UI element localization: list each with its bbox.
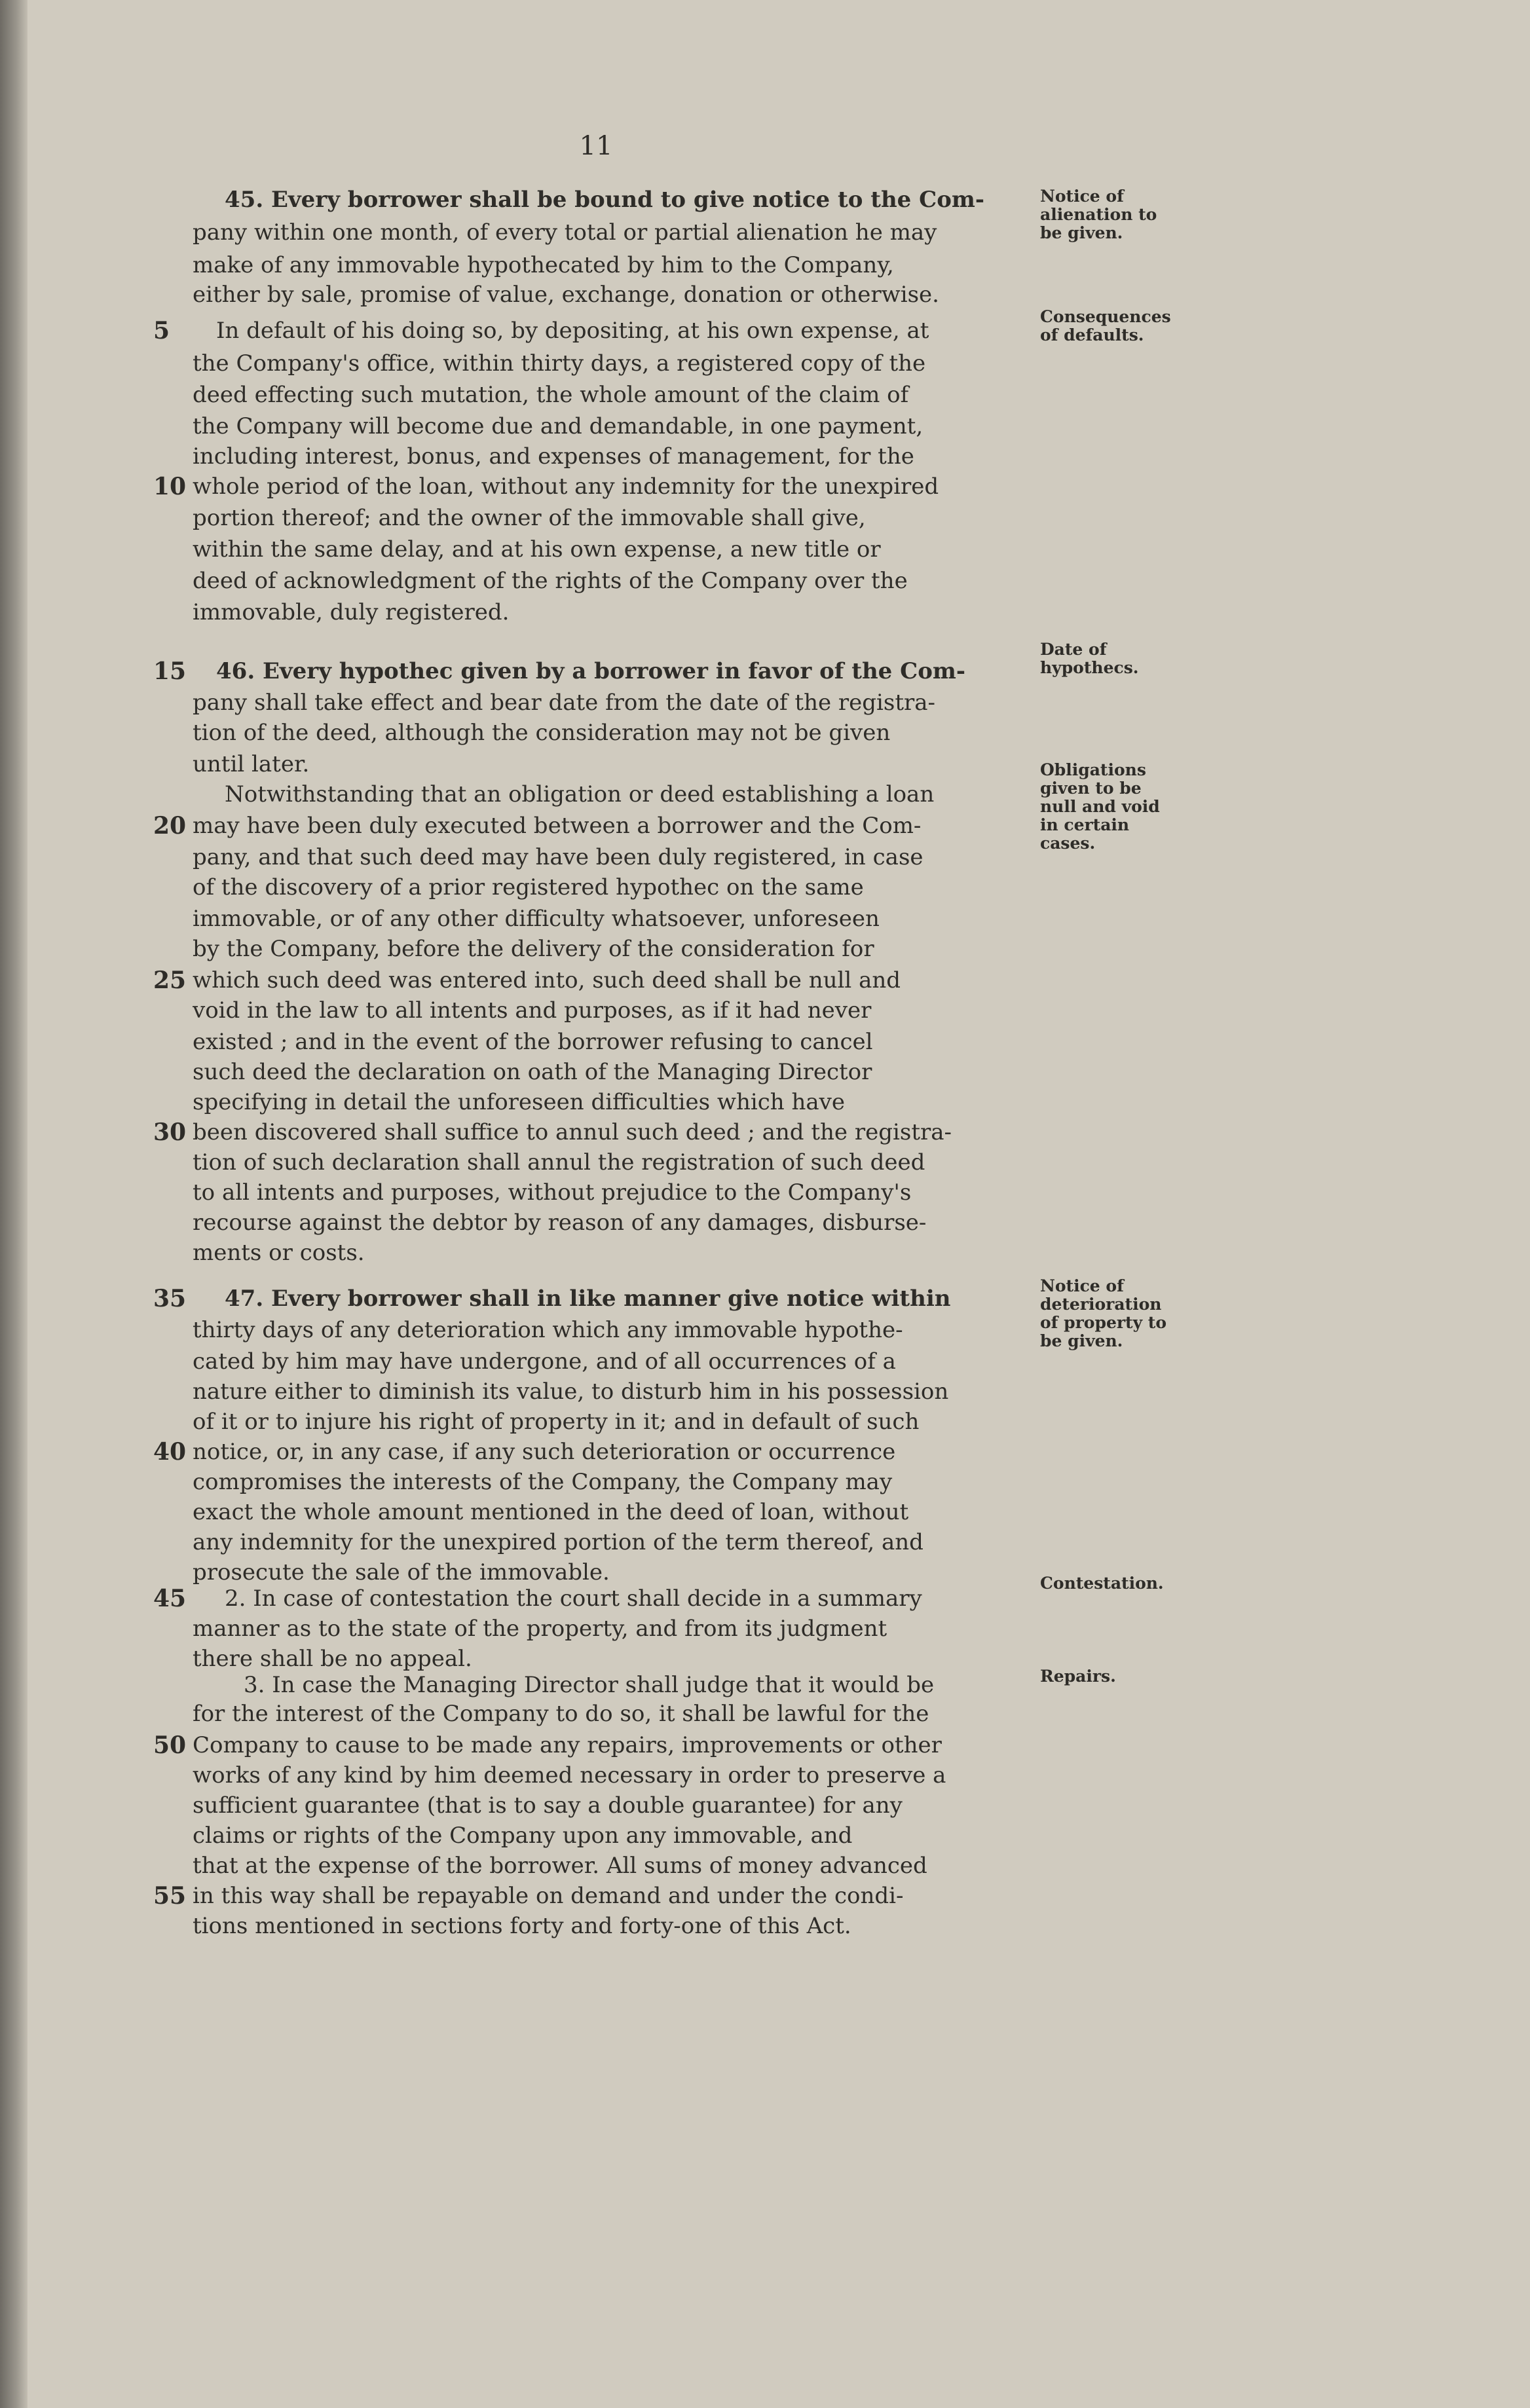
page-number: 11 — [579, 131, 613, 161]
line-number: 50 — [153, 1732, 187, 1759]
text-line: 46. Every hypothec given by a borrower in favor of the Com- — [216, 658, 965, 684]
margin-note: Consequences of defaults. — [1040, 307, 1171, 344]
text-line: 45. Every borrower shall be bound to give notice to the Com- — [225, 187, 984, 213]
text-line: portion thereof; and the owner of the immovable shall give, — [193, 505, 866, 531]
line-number: 30 — [153, 1119, 187, 1146]
margin-note: Notice of alienation to be given. — [1040, 187, 1157, 242]
line-number: 55 — [153, 1882, 187, 1910]
text-line: the Company will become due and demandable, in one payment, — [193, 413, 924, 439]
text-line: deed of acknowledgment of the rights of the Company over the — [193, 568, 908, 594]
text-line: prosecute the sale of the immovable. — [193, 1559, 610, 1585]
text-line: In default of his doing so, by depositing, at his own expense, at — [216, 318, 929, 344]
text-line: notice, or, in any case, if any such deterioration or occurrence — [193, 1439, 896, 1465]
text-line: whole period of the loan, without any indemnity for the unexpired — [193, 473, 939, 500]
text-line: pany, and that such deed may have been duly registered, in case — [193, 844, 924, 870]
margin-note: Repairs. — [1040, 1667, 1116, 1686]
text-line: deed effecting such mutation, the whole amount of the claim of — [193, 382, 909, 408]
text-line: including interest, bonus, and expenses of management, for the — [193, 443, 914, 470]
text-line: until later. — [193, 751, 310, 777]
text-line: there shall be no appeal. — [193, 1646, 472, 1672]
text-line: sufficient guarantee (that is to say a double guarantee) for any — [193, 1792, 903, 1819]
text-line: tion of such declaration shall annul the registration of such deed — [193, 1149, 925, 1176]
text-line: been discovered shall suffice to annul such deed ; and the registra- — [193, 1119, 952, 1145]
margin-note: Date of hypothecs. — [1040, 640, 1139, 677]
text-line: to all intents and purposes, without prejudice to the Company's — [193, 1179, 912, 1206]
text-line: that at the expense of the borrower. All sums of money advanced — [193, 1853, 927, 1879]
text-line: may have been duly executed between a borrower and the Com- — [193, 813, 922, 839]
text-line: pany shall take effect and bear date from the date of the registra- — [193, 690, 936, 716]
text-line: by the Company, before the delivery of the consideration for — [193, 936, 874, 962]
text-line: 3. In case the Managing Director shall judge that it would be — [244, 1672, 935, 1698]
text-line: claims or rights of the Company upon any immovable, and — [193, 1823, 853, 1849]
line-number: 5 — [153, 317, 170, 344]
text-line: within the same delay, and at his own expense, a new title or — [193, 536, 881, 563]
text-line: specifying in detail the unforeseen difficulties which have — [193, 1089, 845, 1115]
margin-note: Contestation. — [1040, 1574, 1164, 1593]
text-line: thirty days of any deterioration which any immovable hypothe- — [193, 1317, 903, 1343]
text-line: existed ; and in the event of the borrower refusing to cancel — [193, 1029, 873, 1055]
text-line: such deed the declaration on oath of the Managing Director — [193, 1059, 872, 1085]
text-line: which such deed was entered into, such deed shall be null and — [193, 967, 901, 993]
text-line: immovable, duly registered. — [193, 599, 510, 625]
text-line: Company to cause to be made any repairs, improvements or other — [193, 1732, 942, 1758]
text-line: of it or to injure his right of property in it; and in default of such — [193, 1409, 920, 1435]
text-line: immovable, or of any other difficulty whatsoever, unforeseen — [193, 906, 880, 932]
line-number: 25 — [153, 967, 187, 994]
line-number: 45 — [153, 1585, 187, 1612]
text-line: compromises the interests of the Company, the Company may — [193, 1469, 893, 1495]
text-line: void in the law to all intents and purposes, as if it had never — [193, 997, 872, 1024]
margin-note: Obligations given to be null and void in certain cases. — [1040, 760, 1160, 853]
text-line: any indemnity for the unexpired portion of the term thereof, and — [193, 1529, 924, 1555]
text-line: pany within one month, of every total or partial alienation he may — [193, 219, 937, 246]
text-line: for the interest of the Company to do so, it shall be lawful for the — [193, 1701, 929, 1727]
text-line: Notwithstanding that an obligation or deed establishing a loan — [225, 781, 935, 807]
line-number: 10 — [153, 473, 187, 500]
text-line: works of any kind by him deemed necessary in order to preserve a — [193, 1762, 946, 1788]
text-line: cated by him may have undergone, and of all occurrences of a — [193, 1348, 896, 1375]
text-line: 2. In case of contestation the court shall decide in a summary — [225, 1585, 922, 1612]
text-line: of the discovery of a prior registered hypothec on the same — [193, 874, 864, 900]
text-line: exact the whole amount mentioned in the deed of loan, without — [193, 1499, 909, 1525]
text-line: either by sale, promise of value, exchange, donation or otherwise. — [193, 282, 939, 308]
line-number: 40 — [153, 1438, 187, 1466]
text-line: the Company's office, within thirty days, a registered copy of the — [193, 350, 926, 377]
text-line: 47. Every borrower shall in like manner give notice within — [225, 1286, 951, 1312]
text-line: recourse against the debtor by reason of any damages, disburse- — [193, 1210, 927, 1236]
line-number: 20 — [153, 812, 187, 840]
text-line: nature either to diminish its value, to disturb him in his possession — [193, 1379, 949, 1405]
text-line: make of any immovable hypothecated by him to the Company, — [193, 252, 894, 278]
line-number: 15 — [153, 658, 187, 685]
text-line: manner as to the state of the property, and from its judgment — [193, 1616, 887, 1642]
text-line: tions mentioned in sections forty and forty-one of this Act. — [193, 1913, 851, 1939]
line-number: 35 — [153, 1285, 187, 1312]
page-binding-edge — [0, 0, 28, 2408]
margin-note: Notice of deterioration of property to be given. — [1040, 1276, 1167, 1350]
text-line: in this way shall be repayable on demand and under the condi- — [193, 1883, 904, 1909]
text-line: tion of the deed, although the consideration may not be given — [193, 720, 891, 746]
text-line: ments or costs. — [193, 1240, 365, 1266]
